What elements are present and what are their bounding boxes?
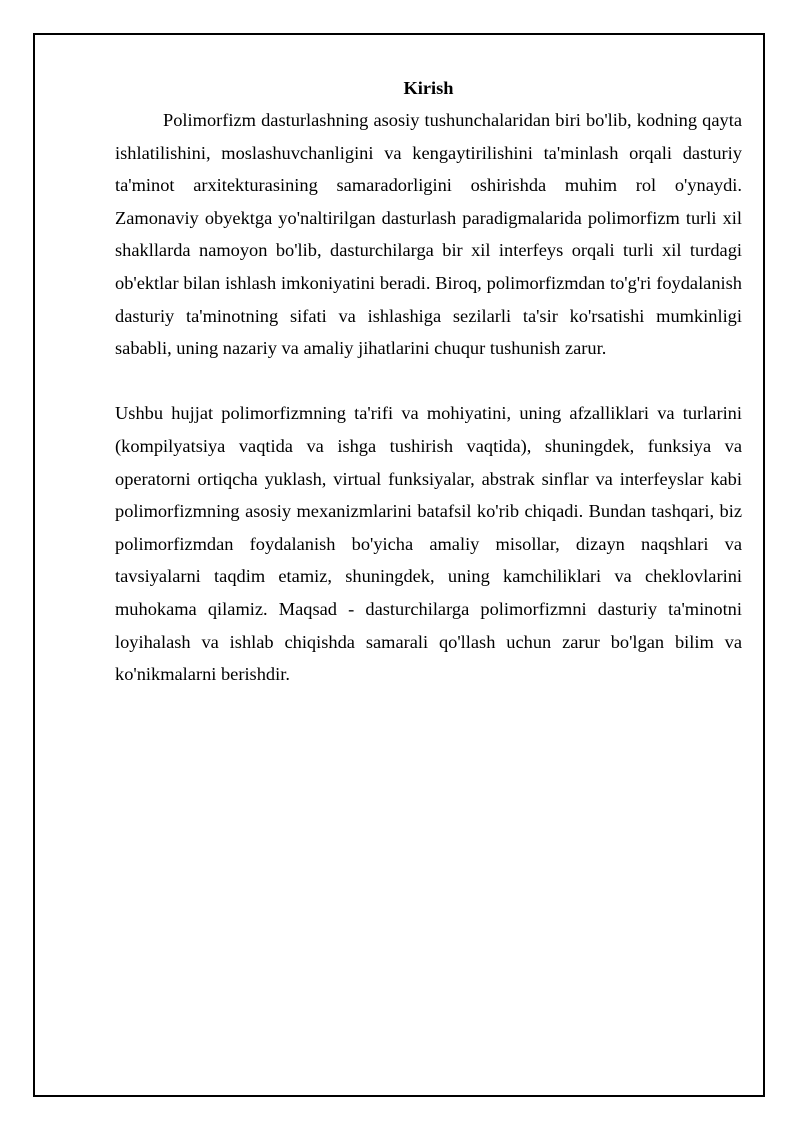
document-body: [115, 72, 742, 691]
paragraph-scope: Ushbu hujjat polimorfizmning ta'rifi va mohiyatini, uning afzalliklari va turlarini (kompilyatsiya vaqtida va ishga tushirish vaqtida), shuningdek, funksiya va operatorni ortiqcha yuklash, virtual funksiyalar, abstrak sinflar va interfeyslar kabi polimorfizmning asosiy mexanizmlarini batafsil ko'rib chiqadi. Bundan tashqari, biz polimorfizmdan foydalanish bo'yicha amaliy misollar, dizayn naqshlari va tavsiyalarni taqdim etamiz, shuningdek, uning kamchiliklari va cheklovlarini muhokama qilamiz. Maqsad - dasturchilarga polimorfizmni dasturiy ta'minotni loyihalash va ishlab chiqishda samarali qo'llash uchun zarur bo'lgan bilim va ko'nikmalarni berishdir.: [115, 403, 742, 685]
section-title: Kirish: [403, 78, 454, 98]
paragraph-spacer: [115, 365, 742, 398]
paragraph-intro: Polimorfizm dasturlashning asosiy tushunchalaridan biri bo'lib, kodning qayta ishlatilishini, moslashuvchanligini va kengaytirilishini ta'minlash orqali dasturiy ta'minot arxitekturasining samaradorligini oshirishda muhim rol o'ynaydi. Zamonaviy obyektga yo'naltirilgan dasturlash paradigmalarida polimorfizm turli xil shakllarda namoyon bo'lib, dasturchilarga bir xil interfeys orqali turli xil turdagi ob'ektlar bilan ishlash imkoniyatini beradi. Biroq, polimorfizmdan to'g'ri foydalanish dasturiy ta'minotning sifati va ishlashiga sezilarli ta'sir ko'rsatishi mumkinligi sababli, uning nazariy va amaliy jihatlarini chuqur tushunish zarur.: [115, 110, 742, 359]
